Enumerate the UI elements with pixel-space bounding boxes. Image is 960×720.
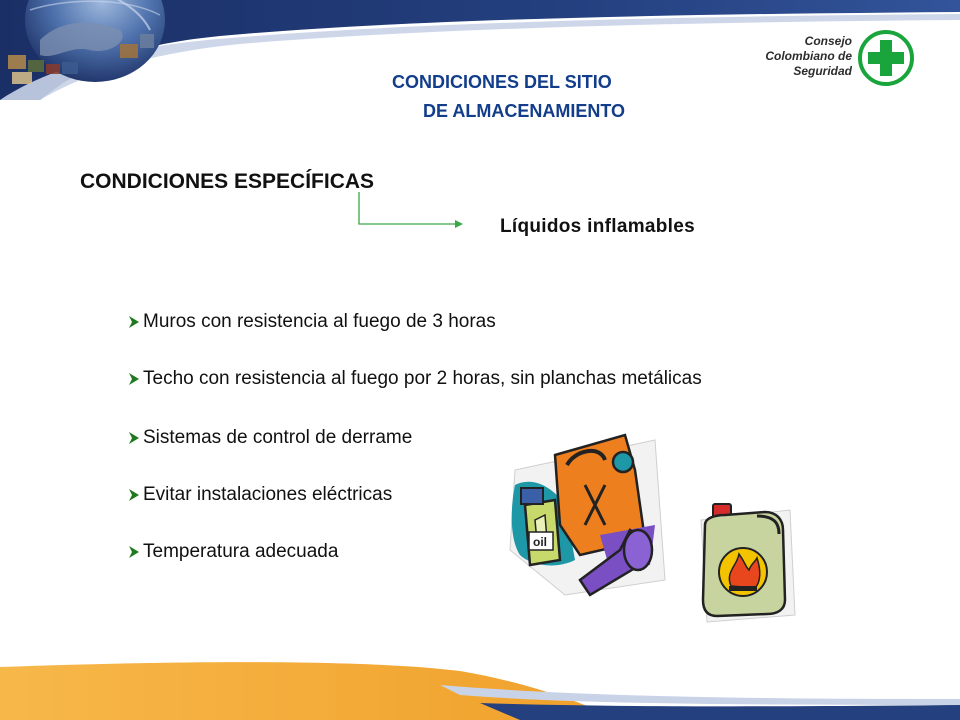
bullet-text: Techo con resistencia al fuego por 2 horas, sin planchas metálicas — [143, 368, 702, 389]
title-line-2: DE ALMACENAMIENTO — [423, 101, 625, 121]
arrow-bullet-icon — [128, 372, 140, 386]
gas-can-icon — [505, 430, 670, 600]
arrow-bullet-icon — [128, 545, 140, 559]
flammable-jug-icon — [695, 500, 800, 625]
logo-line-2: Colombiano de — [765, 49, 852, 63]
bullet-item — [128, 541, 338, 563]
arrow-bullet-icon — [128, 431, 140, 445]
arrow-bullet-icon — [128, 488, 140, 502]
logo-text — [742, 34, 852, 79]
arrow-bullet-icon — [128, 315, 140, 329]
bullet-text: Sistemas de control de derrame — [143, 427, 413, 448]
title-line-1: CONDICIONES DEL SITIO — [392, 72, 612, 92]
subheading: Líquidos inflamables — [500, 216, 695, 237]
bullet-text: Temperatura adecuada — [143, 541, 339, 562]
cross-icon — [858, 30, 914, 86]
bottom-banner — [0, 655, 960, 720]
oil-label: oil — [533, 535, 547, 549]
bullet-text: Evitar instalaciones eléctricas — [143, 484, 393, 505]
bullet-item — [128, 484, 392, 506]
globe-icon — [0, 0, 170, 100]
bullet-item — [128, 311, 496, 333]
logo — [742, 30, 917, 86]
bullet-item — [128, 368, 702, 390]
logo-line-1: Consejo — [804, 34, 852, 48]
connector-arrow — [355, 190, 465, 235]
bullet-text: Muros con resistencia al fuego de 3 horas — [143, 311, 496, 332]
logo-line-3: Seguridad — [793, 64, 852, 78]
section-heading: CONDICIONES ESPECÍFICAS — [80, 170, 375, 193]
bullet-item — [128, 427, 412, 449]
